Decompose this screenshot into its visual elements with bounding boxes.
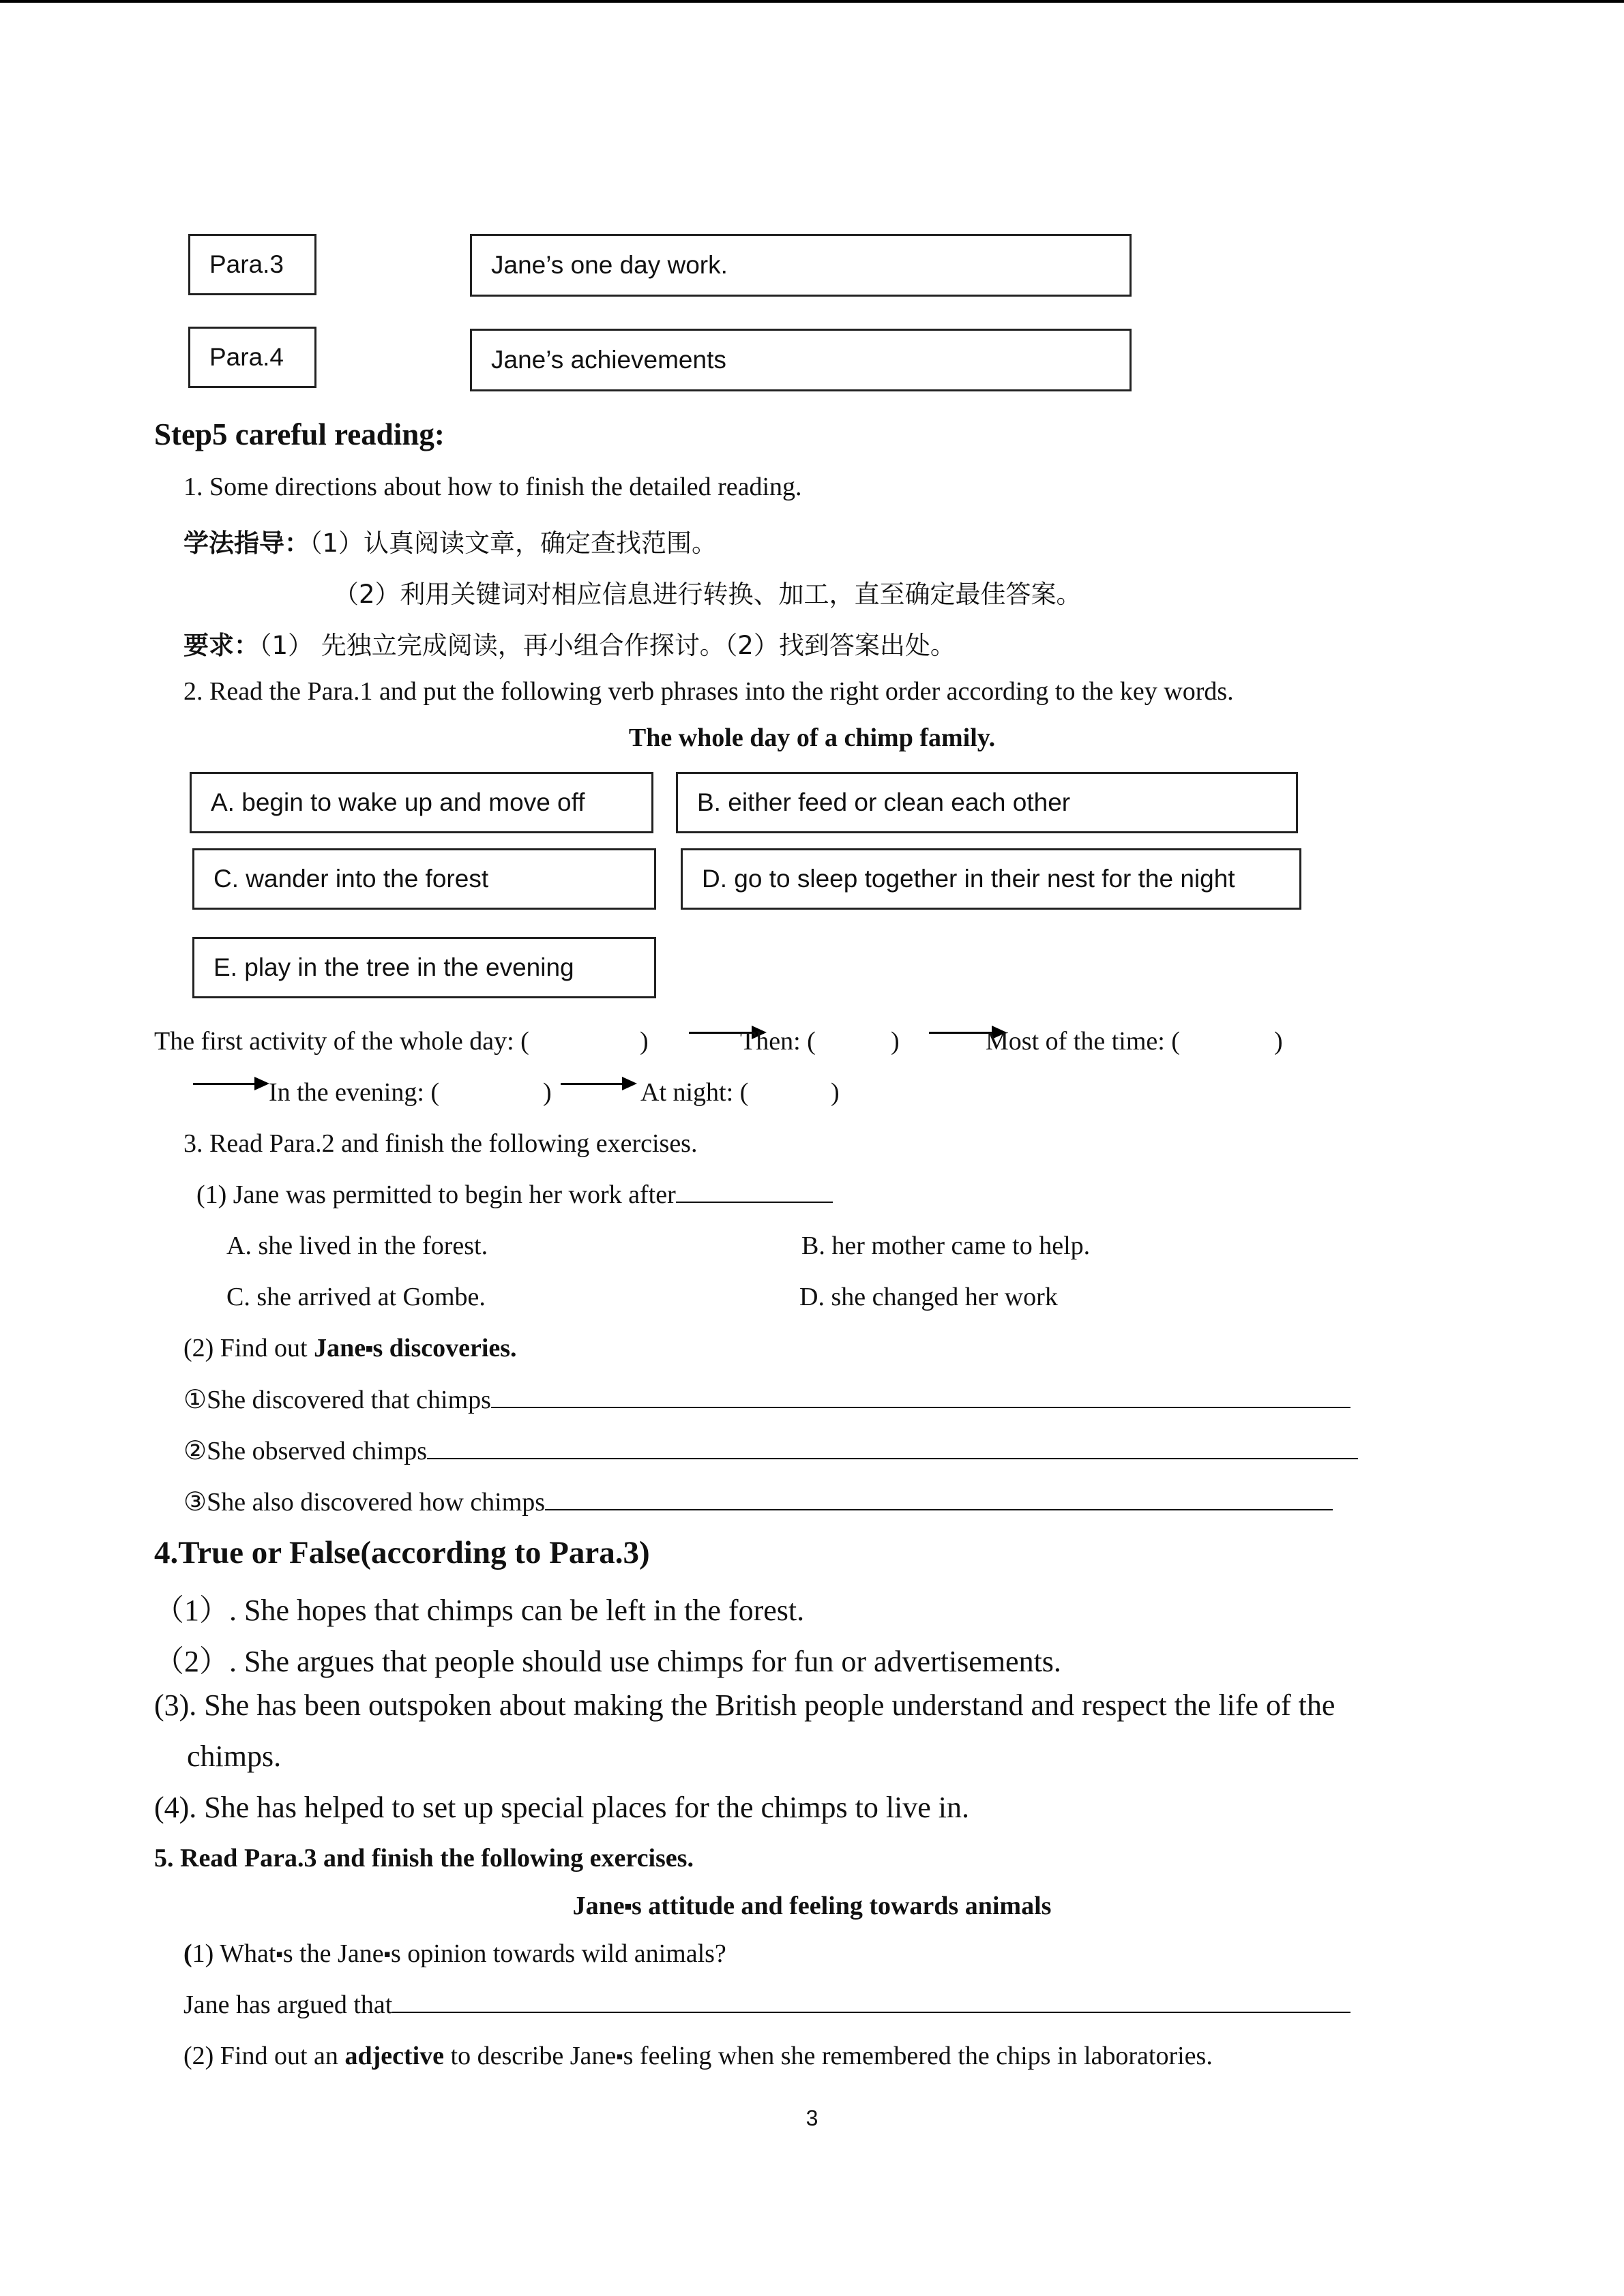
choice-c: C. she arrived at Gombe. <box>226 1283 486 1311</box>
requirement-line <box>183 625 956 661</box>
para-label-box: Para.4 <box>188 327 316 388</box>
discovery-3 <box>183 1487 1333 1517</box>
flow-most: Most of the time: ( <box>986 1027 1180 1056</box>
guide-label: 学法指导： <box>183 528 310 558</box>
flow-night: At night: ( <box>640 1078 749 1107</box>
q5-answer-text: Jane has argued that <box>183 1991 393 2019</box>
flow-close-1: ) <box>640 1027 649 1056</box>
q3-question-1-text: (1) Jane was permitted to begin her work after <box>196 1180 676 1209</box>
flow-evening: In the evening: ( <box>269 1078 440 1107</box>
tf-statement-1: （1）. She hopes that chimps can be left in the forest. <box>154 1594 805 1627</box>
choice-a: A. she lived in the forest. <box>226 1232 488 1260</box>
q5-title: 5. Read Para.3 and finish the following exercises. <box>154 1844 694 1873</box>
chimp-day-title: The whole day of a chimp family. <box>628 724 996 752</box>
tf-statement-3b: chimps. <box>187 1740 282 1773</box>
q3-question-2-bold: Jane⬝s discoveries. <box>314 1334 517 1362</box>
flow-close-4: ) <box>543 1078 552 1107</box>
discovery-2-text: ②She observed chimps <box>183 1437 428 1465</box>
page-number: 3 <box>806 2106 818 2130</box>
q5-question-2-suffix: to describe Jane⬝s feeling when she remembered the chips in laboratories. <box>444 2042 1213 2070</box>
step5-item1: 1. Some directions about how to finish the detailed reading. <box>183 473 802 501</box>
q5-subtitle: Jane⬝s attitude and feeling towards animals <box>572 1892 1052 1920</box>
choice-b: B. her mother came to help. <box>801 1232 1091 1260</box>
guide-line-1 <box>183 522 717 559</box>
q5-question-1 <box>183 1939 726 1969</box>
answer-blank[interactable] <box>427 1458 1358 1459</box>
step5-heading: Step5 careful reading: <box>154 417 445 451</box>
q3-question-2-prefix: (2) Find out <box>183 1334 314 1362</box>
tf-statement-2: （2）. She argues that people should use chimps for fun or advertisements. <box>154 1645 1061 1678</box>
arrow-icon <box>561 1083 634 1085</box>
guide-line-2: （2）利用关键词对相应信息进行转换、加工，直至确定最佳答案。 <box>334 580 1082 609</box>
answer-blank[interactable] <box>491 1407 1350 1408</box>
discovery-3-text: ③She also discovered how chimps <box>183 1488 546 1517</box>
step5-item2: 2. Read the Para.1 and put the following verb phrases into the right order according to the key words. <box>183 677 1234 706</box>
flow-close-5: ) <box>831 1078 840 1107</box>
q5-question-1-text: 1) What⬝s the Jane⬝s opinion towards wild animals? <box>192 1939 726 1968</box>
requirement-label: 要求： <box>183 631 259 660</box>
para-label-box: Para.3 <box>188 234 316 295</box>
discovery-1 <box>183 1384 1350 1415</box>
tf-statement-3a: (3). She has been outspoken about making the British people understand and respect the life of the <box>154 1688 1335 1722</box>
para-summary-box: Jane’s one day work. <box>470 234 1132 297</box>
answer-blank[interactable] <box>676 1202 833 1203</box>
q3-title: 3. Read Para.2 and finish the following exercises. <box>183 1129 698 1158</box>
choice-d: D. she changed her work <box>799 1283 1058 1311</box>
flow-then: Then: ( <box>740 1027 816 1056</box>
requirement-text: （1） 先独立完成阅读，再小组合作探讨。（2）找到答案出处。 <box>259 631 956 660</box>
discovery-2 <box>183 1435 1358 1466</box>
flow-first: The first activity of the whole day: ( <box>154 1027 529 1056</box>
q5-answer-line <box>183 1990 1350 2020</box>
option-box-e: E. play in the tree in the evening <box>192 937 656 998</box>
q3-question-2 <box>183 1333 517 1363</box>
discovery-1-text: ①She discovered that chimps <box>183 1386 491 1414</box>
answer-blank[interactable] <box>545 1509 1333 1510</box>
option-box-a: A. begin to wake up and move off <box>190 772 653 833</box>
answer-blank[interactable] <box>392 2012 1350 2013</box>
arrow-icon <box>193 1083 267 1085</box>
q5-question-1-paren: ( <box>183 1939 192 1968</box>
tf-statement-4: (4). She has helped to set up special places for the chimps to live in. <box>154 1791 970 1824</box>
q5-question-2-prefix: (2) Find out an <box>183 2042 345 2070</box>
q4-title: 4.True or False(according to Para.3) <box>154 1535 650 1570</box>
para-summary-box: Jane’s achievements <box>470 329 1132 391</box>
q3-question-1 <box>196 1180 833 1210</box>
guide-text-1: （1）认真阅读文章，确定查找范围。 <box>310 528 718 558</box>
flow-close-3: ) <box>1274 1027 1283 1056</box>
option-box-b: B. either feed or clean each other <box>676 772 1298 833</box>
top-border <box>0 0 1624 3</box>
option-box-d: D. go to sleep together in their nest for the night <box>681 848 1301 910</box>
flow-close-2: ) <box>891 1027 900 1056</box>
q5-question-2 <box>183 2041 1213 2071</box>
q5-question-2-bold: adjective <box>344 2042 445 2070</box>
option-box-c: C. wander into the forest <box>192 848 656 910</box>
